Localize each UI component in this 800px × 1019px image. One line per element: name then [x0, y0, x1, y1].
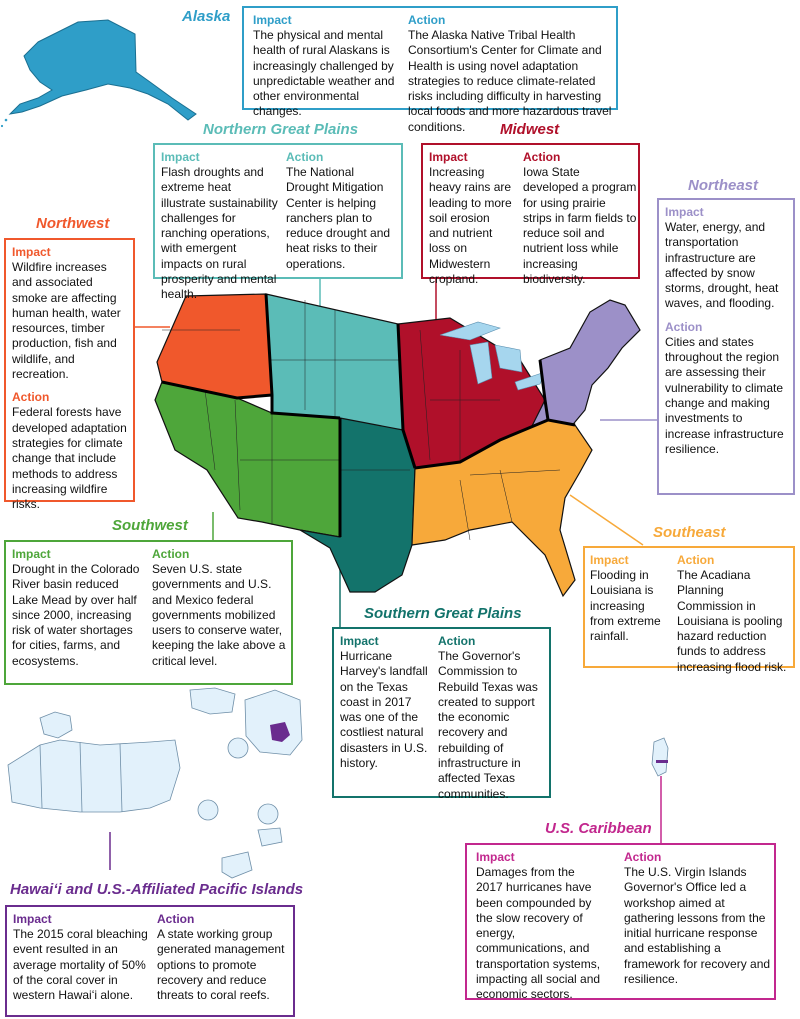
southeast-impact-text: Flooding in Louisiana is increasing from extreme rainfall.: [590, 568, 661, 644]
southwest-action-text: Seven U.S. state governments and U.S. and Mexico federal governments mobilized users to conserve water, keeping the lake above a critical level.: [152, 562, 286, 668]
midwest-action-label: Action: [523, 150, 561, 164]
southwest-action-label: Action: [152, 547, 190, 561]
sgp-impact-label: Impact: [340, 634, 379, 648]
northeast-impact-text: Water, energy, and transportation infrastructure are affected by snow storms, drought, heat waves, and flooding.: [665, 220, 779, 311]
northeast-action-text: Cities and states throughout the region are assessing their vulnerability to climate change and making investments to increase infrastructure resilience.: [665, 334, 784, 456]
alaska-action-text: The Alaska Native Tribal Health Consortium's Center for Climate and Health is using novel adaptation strategies to reduce climate-related risks including difficulty in harvesting local foods and more hazardous travel conditions.: [408, 28, 612, 134]
midwest-title: Midwest: [500, 121, 560, 138]
ngp-impact-text: Flash droughts and extreme heat illustrate sustainability challenges for ranching operations, with emergent impacts on rural prosperity and mental health.: [161, 165, 278, 302]
northeast-impact-label: Impact: [665, 205, 704, 219]
ngp-impact-label: Impact: [161, 150, 200, 164]
hawaii-action-label: Action: [157, 912, 195, 926]
alaska-impact-text: The physical and mental health of rural Alaskans is increasingly challenged by unpredictable weather and other environmental changes.: [253, 28, 395, 119]
midwest-impact-text: Increasing heavy rains are leading to more soil erosion and nutrient loss on Midwestern cropland.: [429, 165, 512, 287]
sgp-impact-text: Hurricane Harvey's landfall on the Texas coast in 2017 was one of the costliest natural disasters in U.S. history.: [340, 649, 428, 771]
caribbean-box: [465, 843, 776, 1000]
southwest-impact-label: Impact: [12, 547, 51, 561]
southwest-impact-text: Drought in the Colorado River basin reduced Lake Mead by over half since 2000, increasing risk of water shortages for cities, farms, and ecosystems.: [12, 562, 140, 668]
midwest-box: [421, 143, 640, 287]
northwest-box: [4, 238, 135, 512]
caribbean-title: U.S. Caribbean: [545, 820, 652, 837]
southeast-impact-label: Impact: [590, 553, 629, 567]
northern-great-plains-title: Northern Great Plains: [203, 121, 359, 138]
hawaii-title: Hawaiʻi and U.S.-Affiliated Pacific Islands: [10, 881, 304, 898]
southeast-action-text: The Acadiana Planning Commission in Louisiana is pooling hazard reduction funds to address increasing flood risk.: [677, 568, 787, 674]
southeast-leader-line: [570, 495, 643, 545]
northwest-region: [157, 294, 272, 398]
northern-great-plains-box: [153, 143, 403, 302]
alaska-shape: [1, 20, 196, 127]
northwest-impact-text: Wildfire increases and associated smoke are affecting human health, water resources, timber production, fish and wildlife, and recreation.: [12, 260, 121, 382]
caribbean-action-text: The U.S. Virgin Islands Governor's Office led a workshop aimed at gathering lessons from the initial hurricane response and establishing a framework for recovery and resilience.: [624, 865, 771, 987]
northeast-title: Northeast: [688, 177, 759, 194]
northwest-title: Northwest: [36, 215, 110, 232]
alaska-title: Alaska: [182, 8, 231, 25]
northeast-action-label: Action: [665, 319, 703, 334]
southeast-action-label: Action: [677, 553, 715, 567]
ngp-action-text: The National Drought Mitigation Center is helping ranchers plan to reduce drought and heat risks to their operations.: [286, 165, 391, 271]
midwest-action-text: Iowa State developed a program for using prairie strips in farm fields to reduce soil and nutrient loss while increasing biodiversity.: [523, 165, 637, 287]
southwest-box: [4, 540, 293, 685]
southwest-title: Southwest: [112, 517, 188, 534]
northwest-impact-label: Impact: [12, 245, 51, 259]
alaska-impact-label: Impact: [253, 13, 292, 27]
northeast-box: [657, 198, 795, 495]
caribbean-action-label: Action: [624, 850, 662, 864]
caribbean-impact-label: Impact: [476, 850, 515, 864]
southern-great-plains-box: [332, 627, 551, 801]
ngp-action-label: Action: [286, 150, 324, 164]
midwest-impact-label: Impact: [429, 150, 468, 164]
hawaii-impact-label: Impact: [13, 912, 52, 926]
hawaii-action-text: A state working group generated management options to promote recovery and reduce threats to coral reefs.: [157, 927, 285, 1003]
northern-great-plains-region: [266, 294, 403, 430]
southeast-box: [583, 546, 795, 674]
northwest-action-label: Action: [12, 390, 50, 405]
southeast-title: Southeast: [653, 524, 726, 541]
sgp-action-label: Action: [438, 634, 476, 648]
caribbean-islands: [652, 738, 668, 776]
sgp-action-text: The Governor's Commission to Rebuild Texas was created to support the economic recovery and rebuilding of infrastructure in affected Texas communities.: [438, 649, 538, 801]
pacific-islands: [8, 688, 302, 878]
hawaii-box: [5, 905, 295, 1017]
southern-great-plains-title: Southern Great Plains: [364, 605, 522, 622]
alaska-action-label: Action: [408, 13, 446, 27]
northwest-action-text: Federal forests have developed adaptation strategies for climate change that include methods to address increasing wildfire risks.: [12, 405, 127, 512]
caribbean-impact-text: Damages from the 2017 hurricanes have been compounded by the slow recovery of energy, communications, and transportation systems, impacting all social and economic sectors.: [476, 865, 601, 1002]
hawaii-impact-text: The 2015 coral bleaching event resulted in an average mortality of 50% of the coral cover in western Hawaiʻi alone.: [13, 927, 148, 1003]
